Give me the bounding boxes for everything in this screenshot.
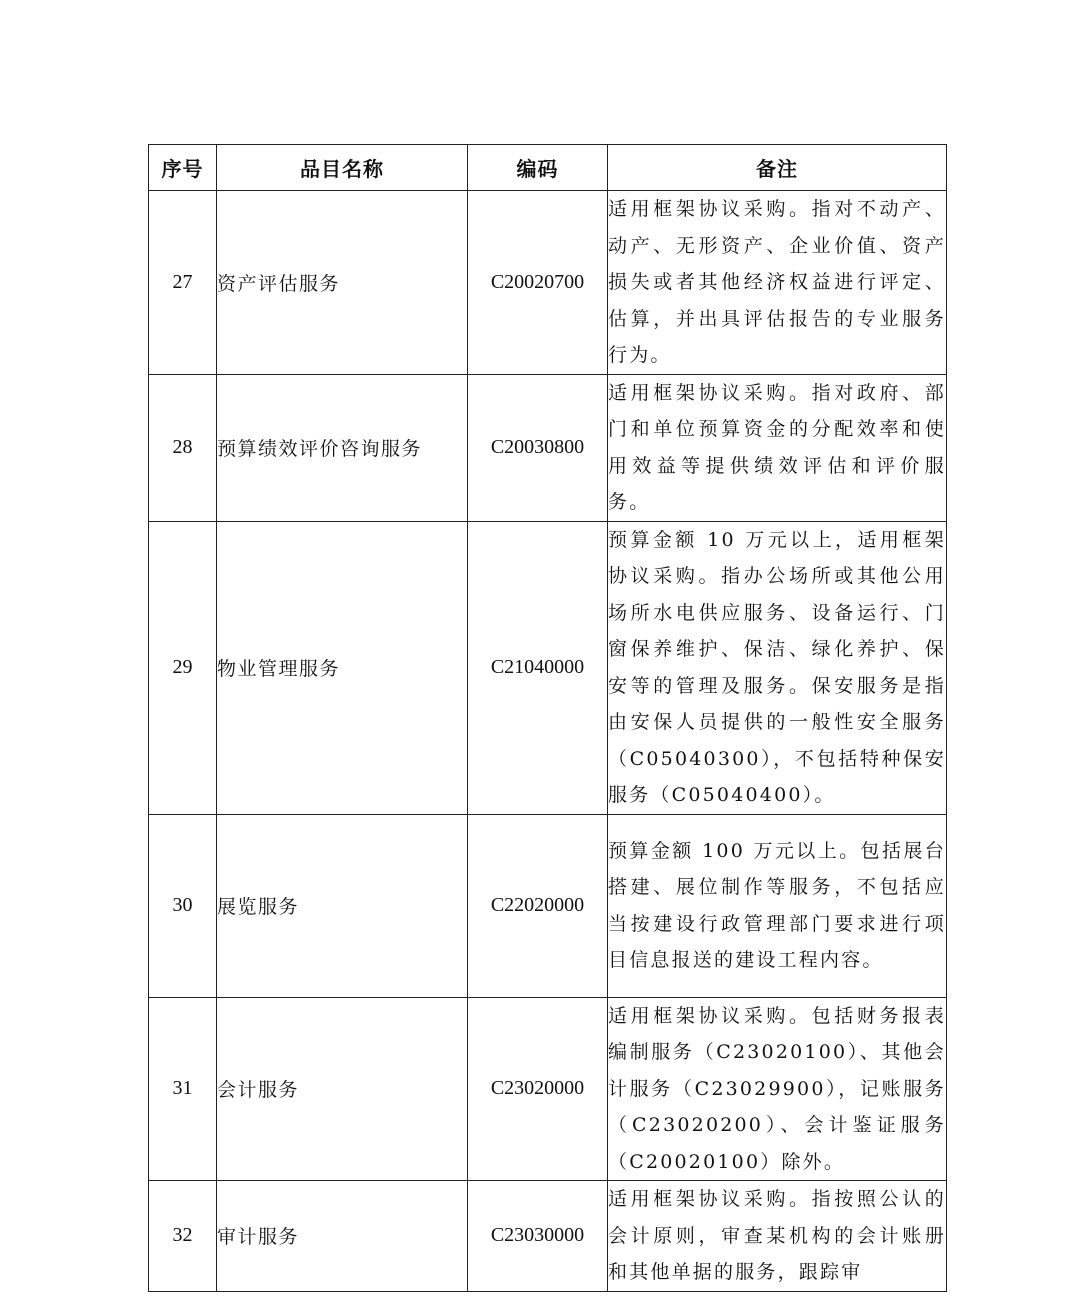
row-code: C20020700 (468, 191, 608, 375)
row-note: 适用框架协议采购。指对不动产、动产、无形资产、企业价值、资产损失或者其他经济权益进行评定、估算，并出具评估报告的专业服务行为。 (608, 198, 946, 366)
row-index: 31 (149, 997, 217, 1181)
row-index: 30 (149, 814, 217, 997)
row-code: C21040000 (468, 521, 608, 814)
row-code: C23030000 (468, 1181, 608, 1292)
row-index: 29 (149, 521, 217, 814)
row-note: 适用框架协议采购。指对政府、部门和单位预算资金的分配效率和使用效益等提供绩效评估和评价服务。 (608, 381, 946, 513)
row-note-cell (608, 374, 947, 521)
row-note: 适用框架协议采购。指按照公认的会计原则，审查某机构的会计账册和其他单据的服务，跟踪审 (608, 1188, 946, 1283)
row-name: 展览服务 (217, 814, 468, 997)
row-code: C20030800 (468, 374, 608, 521)
row-name: 预算绩效评价咨询服务 (217, 374, 468, 521)
row-note: 预算金额 100 万元以上。包括展台搭建、展位制作等服务，不包括应当按建设行政管理部门要求进行项目信息报送的建设工程内容。 (608, 839, 946, 971)
row-note: 预算金额 10 万元以上，适用框架协议采购。指办公场所或其他公用场所水电供应服务、设备运行、门窗保养维护、保洁、绿化养护、保安等的管理及服务。保安服务是指由安保人员提供的一般性安全服务（C05040300），不包括特种保安服务（C05040400）。 (608, 528, 946, 806)
table-row (149, 814, 947, 997)
row-name: 会计服务 (217, 997, 468, 1181)
table-row (149, 191, 947, 375)
row-code: C22020000 (468, 814, 608, 997)
row-note-cell (608, 814, 947, 997)
row-name: 物业管理服务 (217, 521, 468, 814)
table-row (149, 374, 947, 521)
header-index: 序号 (149, 145, 217, 191)
row-code: C23020000 (468, 997, 608, 1181)
row-note: 适用框架协议采购。包括财务报表编制服务（C23020100）、其他会计服务（C23029900），记账服务（C23020200）、会计鉴证服务（C20020100）除外。 (608, 1004, 946, 1173)
table-row (149, 1181, 947, 1292)
row-note-cell (608, 1181, 947, 1292)
row-name: 审计服务 (217, 1181, 468, 1292)
header-name: 品目名称 (217, 145, 468, 191)
row-index: 32 (149, 1181, 217, 1292)
row-note-cell (608, 521, 947, 814)
row-name: 资产评估服务 (217, 191, 468, 375)
row-index: 27 (149, 191, 217, 375)
table-row (149, 521, 947, 814)
row-note-cell (608, 997, 947, 1181)
header-note: 备注 (608, 145, 947, 191)
row-note-cell (608, 191, 947, 375)
header-row (149, 145, 947, 191)
catalog-table (148, 144, 947, 1292)
table-row (149, 997, 947, 1181)
row-index: 28 (149, 374, 217, 521)
header-code: 编码 (468, 145, 608, 191)
